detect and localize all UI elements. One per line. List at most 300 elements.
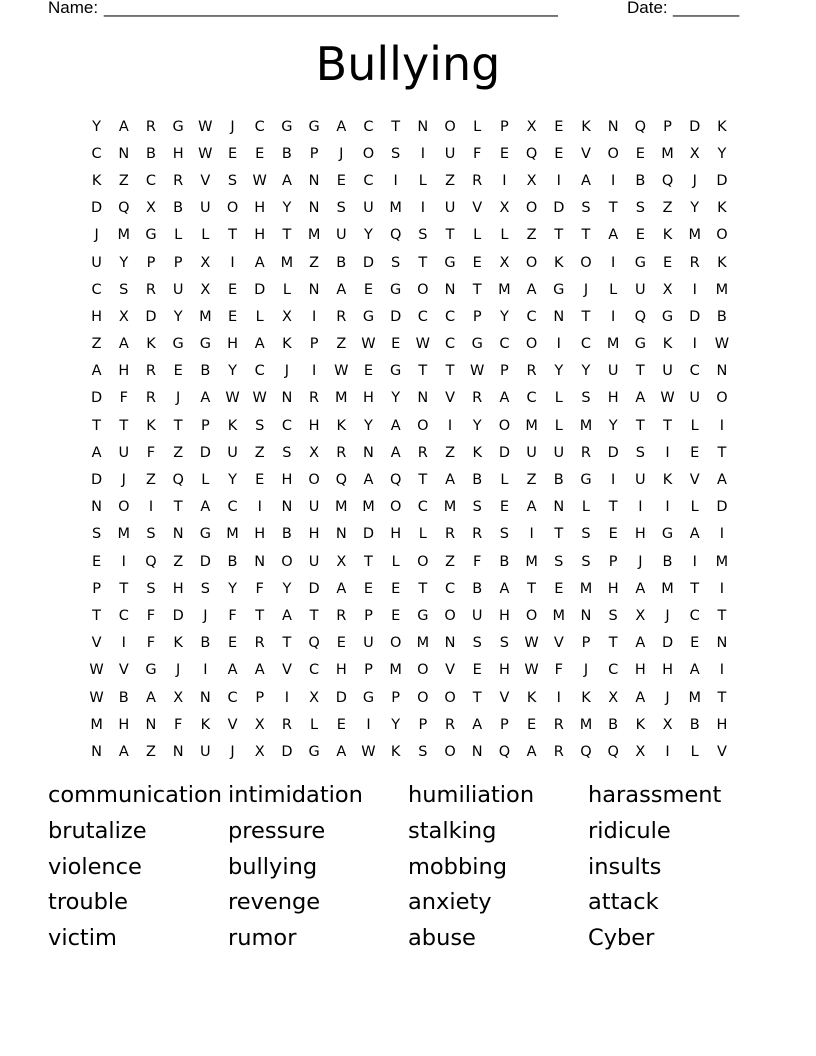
grid-letter: I <box>556 689 561 706</box>
grid-letter: Z <box>445 553 455 570</box>
grid-letter: Z <box>336 336 347 353</box>
grid-letter: A <box>635 580 646 597</box>
grid-letter: N <box>145 716 157 733</box>
grid-letter: K <box>717 254 727 271</box>
grid-letter: X <box>689 145 700 162</box>
grid-letter: O <box>525 200 538 217</box>
grid-letter: K <box>581 689 591 706</box>
grid-letter: O <box>417 281 429 298</box>
grid-letter: W <box>361 743 376 760</box>
grid-letter: B <box>336 254 347 271</box>
grid-letter: H <box>118 363 130 380</box>
grid-letter: X <box>200 281 211 298</box>
grid-letter: E <box>391 607 401 624</box>
word-list-item: rumor <box>228 925 297 952</box>
grid-letter: A <box>200 390 211 407</box>
grid-letter: A <box>689 526 700 543</box>
grid-letter: C <box>499 336 510 353</box>
grid-letter: N <box>444 635 456 652</box>
grid-letter: Z <box>118 172 129 189</box>
grid-letter: O <box>580 254 592 271</box>
grid-letter: C <box>526 308 537 325</box>
grid-letter: E <box>690 635 700 652</box>
grid-letter: Q <box>145 553 157 570</box>
grid-letter: N <box>444 281 456 298</box>
grid-letter: H <box>607 390 619 407</box>
grid-letter: U <box>607 363 619 380</box>
grid-letter: L <box>473 227 482 244</box>
grid-letter: G <box>199 336 211 353</box>
grid-letter: A <box>281 607 292 624</box>
grid-letter: H <box>281 472 293 489</box>
grid-letter: G <box>661 526 674 543</box>
grid-letter: U <box>635 281 646 298</box>
grid-letter: T <box>445 363 455 380</box>
grid-letter: V <box>472 200 483 217</box>
grid-letter: E <box>363 580 374 597</box>
grid-letter: Z <box>146 743 156 760</box>
grid-letter: O <box>525 254 538 271</box>
grid-letter: N <box>172 526 184 543</box>
grid-letter: C <box>227 499 238 516</box>
grid-letter: S <box>146 526 156 543</box>
grid-letter: I <box>148 499 154 516</box>
grid-letter: A <box>363 472 374 489</box>
grid-letter: E <box>472 662 482 679</box>
date-line: _______ <box>673 0 740 17</box>
grid-letter: M <box>226 526 239 543</box>
grid-letter: R <box>254 635 265 652</box>
grid-letter: Z <box>91 336 102 353</box>
grid-letter: D <box>199 444 211 461</box>
grid-letter: M <box>90 716 103 733</box>
grid-letter: T <box>472 689 482 706</box>
grid-letter: X <box>200 254 211 271</box>
grid-letter: I <box>447 417 453 434</box>
grid-letter: A <box>390 444 401 461</box>
grid-letter: K <box>91 172 102 189</box>
grid-letter: A <box>118 743 129 760</box>
grid-letter: H <box>390 526 402 543</box>
grid-letter: L <box>310 716 319 733</box>
grid-letter: R <box>689 254 700 271</box>
grid-letter: G <box>471 336 483 353</box>
grid-letter: T <box>418 254 428 271</box>
grid-letter: Z <box>309 254 320 271</box>
grid-letter: B <box>472 472 483 489</box>
grid-letter: K <box>554 254 564 271</box>
grid-letter: E <box>499 145 509 162</box>
grid-letter: U <box>444 145 456 162</box>
grid-letter: X <box>662 716 673 733</box>
grid-letter: S <box>418 227 428 244</box>
grid-letter: R <box>336 444 347 461</box>
grid-letter: O <box>444 743 456 760</box>
grid-letter: O <box>389 635 402 652</box>
grid-letter: S <box>581 553 591 570</box>
grid-letter: S <box>282 444 292 461</box>
grid-letter: T <box>663 417 672 434</box>
grid-letter: P <box>500 363 509 380</box>
grid-letter: U <box>553 444 565 461</box>
grid-letter: K <box>336 417 347 434</box>
grid-letter: H <box>227 336 238 353</box>
grid-letter: X <box>662 281 673 298</box>
grid-letter: X <box>635 743 646 760</box>
grid-letter: N <box>91 743 103 760</box>
grid-letter: D <box>390 308 402 325</box>
grid-letter: K <box>662 336 673 353</box>
grid-letter: B <box>200 363 211 380</box>
grid-letter: Z <box>445 444 455 461</box>
grid-letter: R <box>336 607 347 624</box>
grid-letter: A <box>254 662 265 679</box>
grid-letter: V <box>91 635 102 652</box>
grid-letter: I <box>692 553 697 570</box>
grid-letter: I <box>719 526 725 543</box>
grid-letter: A <box>526 281 537 298</box>
grid-letter: H <box>118 716 130 733</box>
grid-letter: H <box>254 200 266 217</box>
grid-letter: R <box>444 716 456 733</box>
grid-letter: M <box>335 390 348 407</box>
grid-letter: C <box>145 172 157 189</box>
grid-letter: T <box>527 580 537 597</box>
grid-letter: X <box>336 553 347 570</box>
grid-letter: U <box>689 390 701 407</box>
grid-letter: S <box>227 172 238 189</box>
grid-letter: T <box>282 635 292 652</box>
word-list-item: victim <box>48 925 117 952</box>
grid-letter: N <box>91 499 103 516</box>
grid-letter: M <box>117 526 131 543</box>
grid-letter: S <box>581 390 591 407</box>
grid-letter: K <box>472 444 482 461</box>
grid-letter: M <box>389 662 402 679</box>
grid-letter: A <box>200 499 211 516</box>
grid-letter: M <box>688 227 701 244</box>
grid-letter: O <box>607 145 619 162</box>
grid-letter: Y <box>228 472 237 489</box>
grid-letter: G <box>580 472 592 489</box>
grid-letter: H <box>254 526 266 543</box>
grid-letter: U <box>526 444 537 461</box>
grid-letter: P <box>663 118 672 135</box>
grid-letter: H <box>172 580 184 597</box>
grid-letter: U <box>363 635 374 652</box>
grid-letter: C <box>689 363 700 380</box>
grid-letter: O <box>362 145 375 162</box>
grid-letter: R <box>145 118 156 135</box>
grid-letter: H <box>498 607 510 624</box>
grid-letter: P <box>364 662 373 679</box>
grid-letter: N <box>308 281 320 298</box>
grid-letter: T <box>418 580 428 597</box>
grid-letter: R <box>553 743 564 760</box>
word-list-item: abuse <box>408 925 476 952</box>
grid-letter: J <box>583 662 589 679</box>
header <box>48 0 748 19</box>
grid-letter: C <box>118 607 129 624</box>
grid-letter: Z <box>445 172 455 189</box>
grid-letter: H <box>634 662 646 679</box>
grid-letter: H <box>662 662 673 679</box>
grid-letter: P <box>500 716 509 733</box>
grid-letter: M <box>525 553 538 570</box>
grid-letter: M <box>389 200 402 217</box>
grid-letter: O <box>417 417 429 434</box>
grid-letter: A <box>635 390 646 407</box>
grid-letter: A <box>635 635 646 652</box>
word-list-item: intimidation <box>228 782 363 808</box>
grid-letter: U <box>308 499 320 516</box>
grid-letter: Z <box>254 444 265 461</box>
grid-letter: X <box>254 716 265 733</box>
grid-letter: S <box>391 254 401 271</box>
word-list-item: pressure <box>228 817 326 844</box>
grid-letter: J <box>638 553 643 570</box>
grid-letter: D <box>362 526 375 543</box>
grid-letter: S <box>91 526 102 543</box>
grid-letter: Y <box>472 417 482 434</box>
grid-letter: T <box>309 607 319 624</box>
grid-letter: A <box>445 472 455 489</box>
grid-letter: R <box>526 363 537 380</box>
grid-letter: R <box>145 363 156 380</box>
grid-letter: F <box>473 145 482 162</box>
grid-letter: M <box>606 336 620 353</box>
grid-letter: T <box>445 227 455 244</box>
grid-letter: L <box>500 472 509 489</box>
grid-letter: M <box>715 553 729 570</box>
grid-letter: I <box>611 472 616 489</box>
grid-letter: S <box>608 607 618 624</box>
grid-letter: S <box>472 635 482 652</box>
grid-letter: A <box>336 743 347 760</box>
grid-letter: I <box>692 336 697 353</box>
grid-letter: T <box>581 308 591 325</box>
grid-letter: N <box>281 499 293 516</box>
grid-letter: I <box>665 499 670 516</box>
grid-letter: I <box>420 145 425 162</box>
grid-letter: Q <box>498 743 511 760</box>
grid-letter: F <box>473 553 482 570</box>
grid-letter: A <box>336 580 347 597</box>
grid-letter: P <box>608 553 618 570</box>
grid-letter: A <box>254 254 265 271</box>
grid-letter: D <box>689 118 701 135</box>
grid-letter: A <box>281 172 292 189</box>
grid-letter: I <box>611 172 616 189</box>
grid-letter: Y <box>173 308 183 325</box>
grid-letter: I <box>611 308 616 325</box>
grid-letter: W <box>470 363 485 380</box>
grid-letter: K <box>662 472 673 489</box>
grid-letter: M <box>579 716 593 733</box>
grid-letter: L <box>554 417 563 434</box>
grid-letter: D <box>689 308 701 325</box>
grid-letter: L <box>609 281 618 298</box>
grid-letter: N <box>553 499 565 516</box>
grid-letter: D <box>91 200 103 217</box>
grid-letter: X <box>635 607 646 624</box>
grid-letter: Y <box>608 417 618 434</box>
grid-letter: D <box>607 444 619 461</box>
grid-letter: Q <box>118 200 130 217</box>
grid-letter: M <box>579 417 593 434</box>
grid-letter: L <box>201 227 210 244</box>
grid-letter: W <box>225 390 240 407</box>
grid-letter: O <box>444 689 456 706</box>
grid-letter: J <box>284 363 290 380</box>
grid-letter: J <box>230 118 235 135</box>
grid-letter: T <box>472 281 482 298</box>
word-list-item: insults <box>588 853 662 880</box>
grid-letter: G <box>661 308 674 325</box>
grid-letter: P <box>92 580 101 597</box>
word-list-item: anxiety <box>408 889 492 916</box>
grid-letter: B <box>635 172 646 189</box>
grid-letter: C <box>363 118 374 135</box>
grid-letter: Z <box>173 553 184 570</box>
grid-letter: O <box>281 553 293 570</box>
word-list-item: brutalize <box>48 817 147 844</box>
grid-letter: W <box>524 635 539 652</box>
grid-letter: G <box>145 662 157 679</box>
grid-letter: G <box>281 118 293 135</box>
grid-letter: D <box>362 254 375 271</box>
grid-letter: X <box>173 689 184 706</box>
grid-letter: V <box>281 662 292 679</box>
grid-letter: Y <box>690 200 700 217</box>
grid-letter: G <box>444 254 456 271</box>
grid-letter: F <box>146 607 156 624</box>
grid-letter: G <box>172 336 184 353</box>
grid-letter: I <box>311 363 317 380</box>
grid-letter: M <box>498 281 511 298</box>
grid-letter: S <box>336 200 346 217</box>
grid-letter: Y <box>92 118 102 135</box>
grid-letter: D <box>716 499 728 516</box>
grid-letter: T <box>717 444 727 461</box>
grid-letter: I <box>230 254 235 271</box>
grid-letter: A <box>499 390 510 407</box>
grid-letter: S <box>472 499 482 516</box>
grid-letter: A <box>499 580 510 597</box>
grid-letter: R <box>281 716 292 733</box>
grid-letter: U <box>635 472 646 489</box>
grid-letter: T <box>554 227 564 244</box>
grid-letter: D <box>308 580 320 597</box>
grid-letter: R <box>145 390 156 407</box>
grid-letter: S <box>146 580 156 597</box>
grid-letter: P <box>472 308 482 325</box>
grid-letter: E <box>227 145 238 162</box>
grid-letter: R <box>472 172 483 189</box>
grid-letter: T <box>92 607 102 624</box>
grid-letter: N <box>417 390 429 407</box>
grid-letter: F <box>146 635 156 652</box>
grid-letter: I <box>556 172 561 189</box>
grid-letter: N <box>335 526 347 543</box>
grid-letter: Y <box>554 363 564 380</box>
grid-letter: Y <box>364 417 373 434</box>
grid-letter: G <box>199 526 211 543</box>
grid-letter: Q <box>389 472 402 489</box>
grid-letter: L <box>581 499 591 516</box>
grid-letter: D <box>254 281 266 298</box>
grid-letter: V <box>499 689 510 706</box>
grid-letter: J <box>339 145 344 162</box>
grid-letter: T <box>608 499 618 516</box>
grid-letter: P <box>581 635 591 652</box>
grid-letter: P <box>309 145 319 162</box>
grid-letter: W <box>415 336 431 353</box>
grid-letter: K <box>390 743 401 760</box>
grid-letter: F <box>146 444 156 461</box>
grid-letter: C <box>254 118 265 135</box>
grid-letter: M <box>715 281 729 298</box>
grid-letter: P <box>391 689 401 706</box>
grid-letter: C <box>526 390 537 407</box>
word-list-item: Cyber <box>588 925 655 952</box>
grid-letter: N <box>716 363 728 380</box>
grid-letter: J <box>94 227 99 244</box>
grid-letter: I <box>638 499 643 516</box>
grid-letter: M <box>307 227 321 244</box>
grid-letter: G <box>362 308 375 325</box>
grid-letter: B <box>145 145 156 162</box>
grid-letter: S <box>391 145 401 162</box>
grid-letter: B <box>281 145 292 162</box>
grid-letter: W <box>198 145 213 162</box>
grid-letter: J <box>583 281 589 298</box>
grid-letter: Y <box>364 227 373 244</box>
grid-letter: D <box>553 200 565 217</box>
date-label: Date: <box>627 0 668 17</box>
grid-letter: J <box>176 390 181 407</box>
grid-letter: Y <box>717 145 727 162</box>
grid-letter: R <box>553 716 564 733</box>
grid-letter: I <box>556 336 561 353</box>
grid-letter: W <box>198 118 213 135</box>
grid-letter: T <box>608 200 618 217</box>
grid-letter: I <box>611 254 616 271</box>
grid-letter: K <box>635 716 646 733</box>
grid-letter: O <box>417 553 429 570</box>
grid-letter: K <box>717 118 727 135</box>
grid-letter: U <box>335 227 347 244</box>
grid-letter: G <box>390 281 402 298</box>
grid-letter: O <box>226 200 239 217</box>
grid-letter: U <box>227 444 238 461</box>
grid-letter: W <box>361 336 376 353</box>
grid-letter: B <box>173 200 184 217</box>
grid-letter: B <box>472 580 483 597</box>
grid-letter: I <box>284 689 290 706</box>
grid-letter: Y <box>391 716 401 733</box>
grid-letter: G <box>362 689 375 706</box>
grid-letter: A <box>336 281 347 298</box>
grid-letter: V <box>581 145 591 162</box>
grid-letter: V <box>445 662 455 679</box>
grid-letter: I <box>692 281 697 298</box>
grid-letter: D <box>91 390 103 407</box>
grid-letter: E <box>255 472 265 489</box>
grid-letter: J <box>203 607 208 624</box>
grid-letter: M <box>552 607 566 624</box>
grid-letter: Q <box>172 472 184 489</box>
